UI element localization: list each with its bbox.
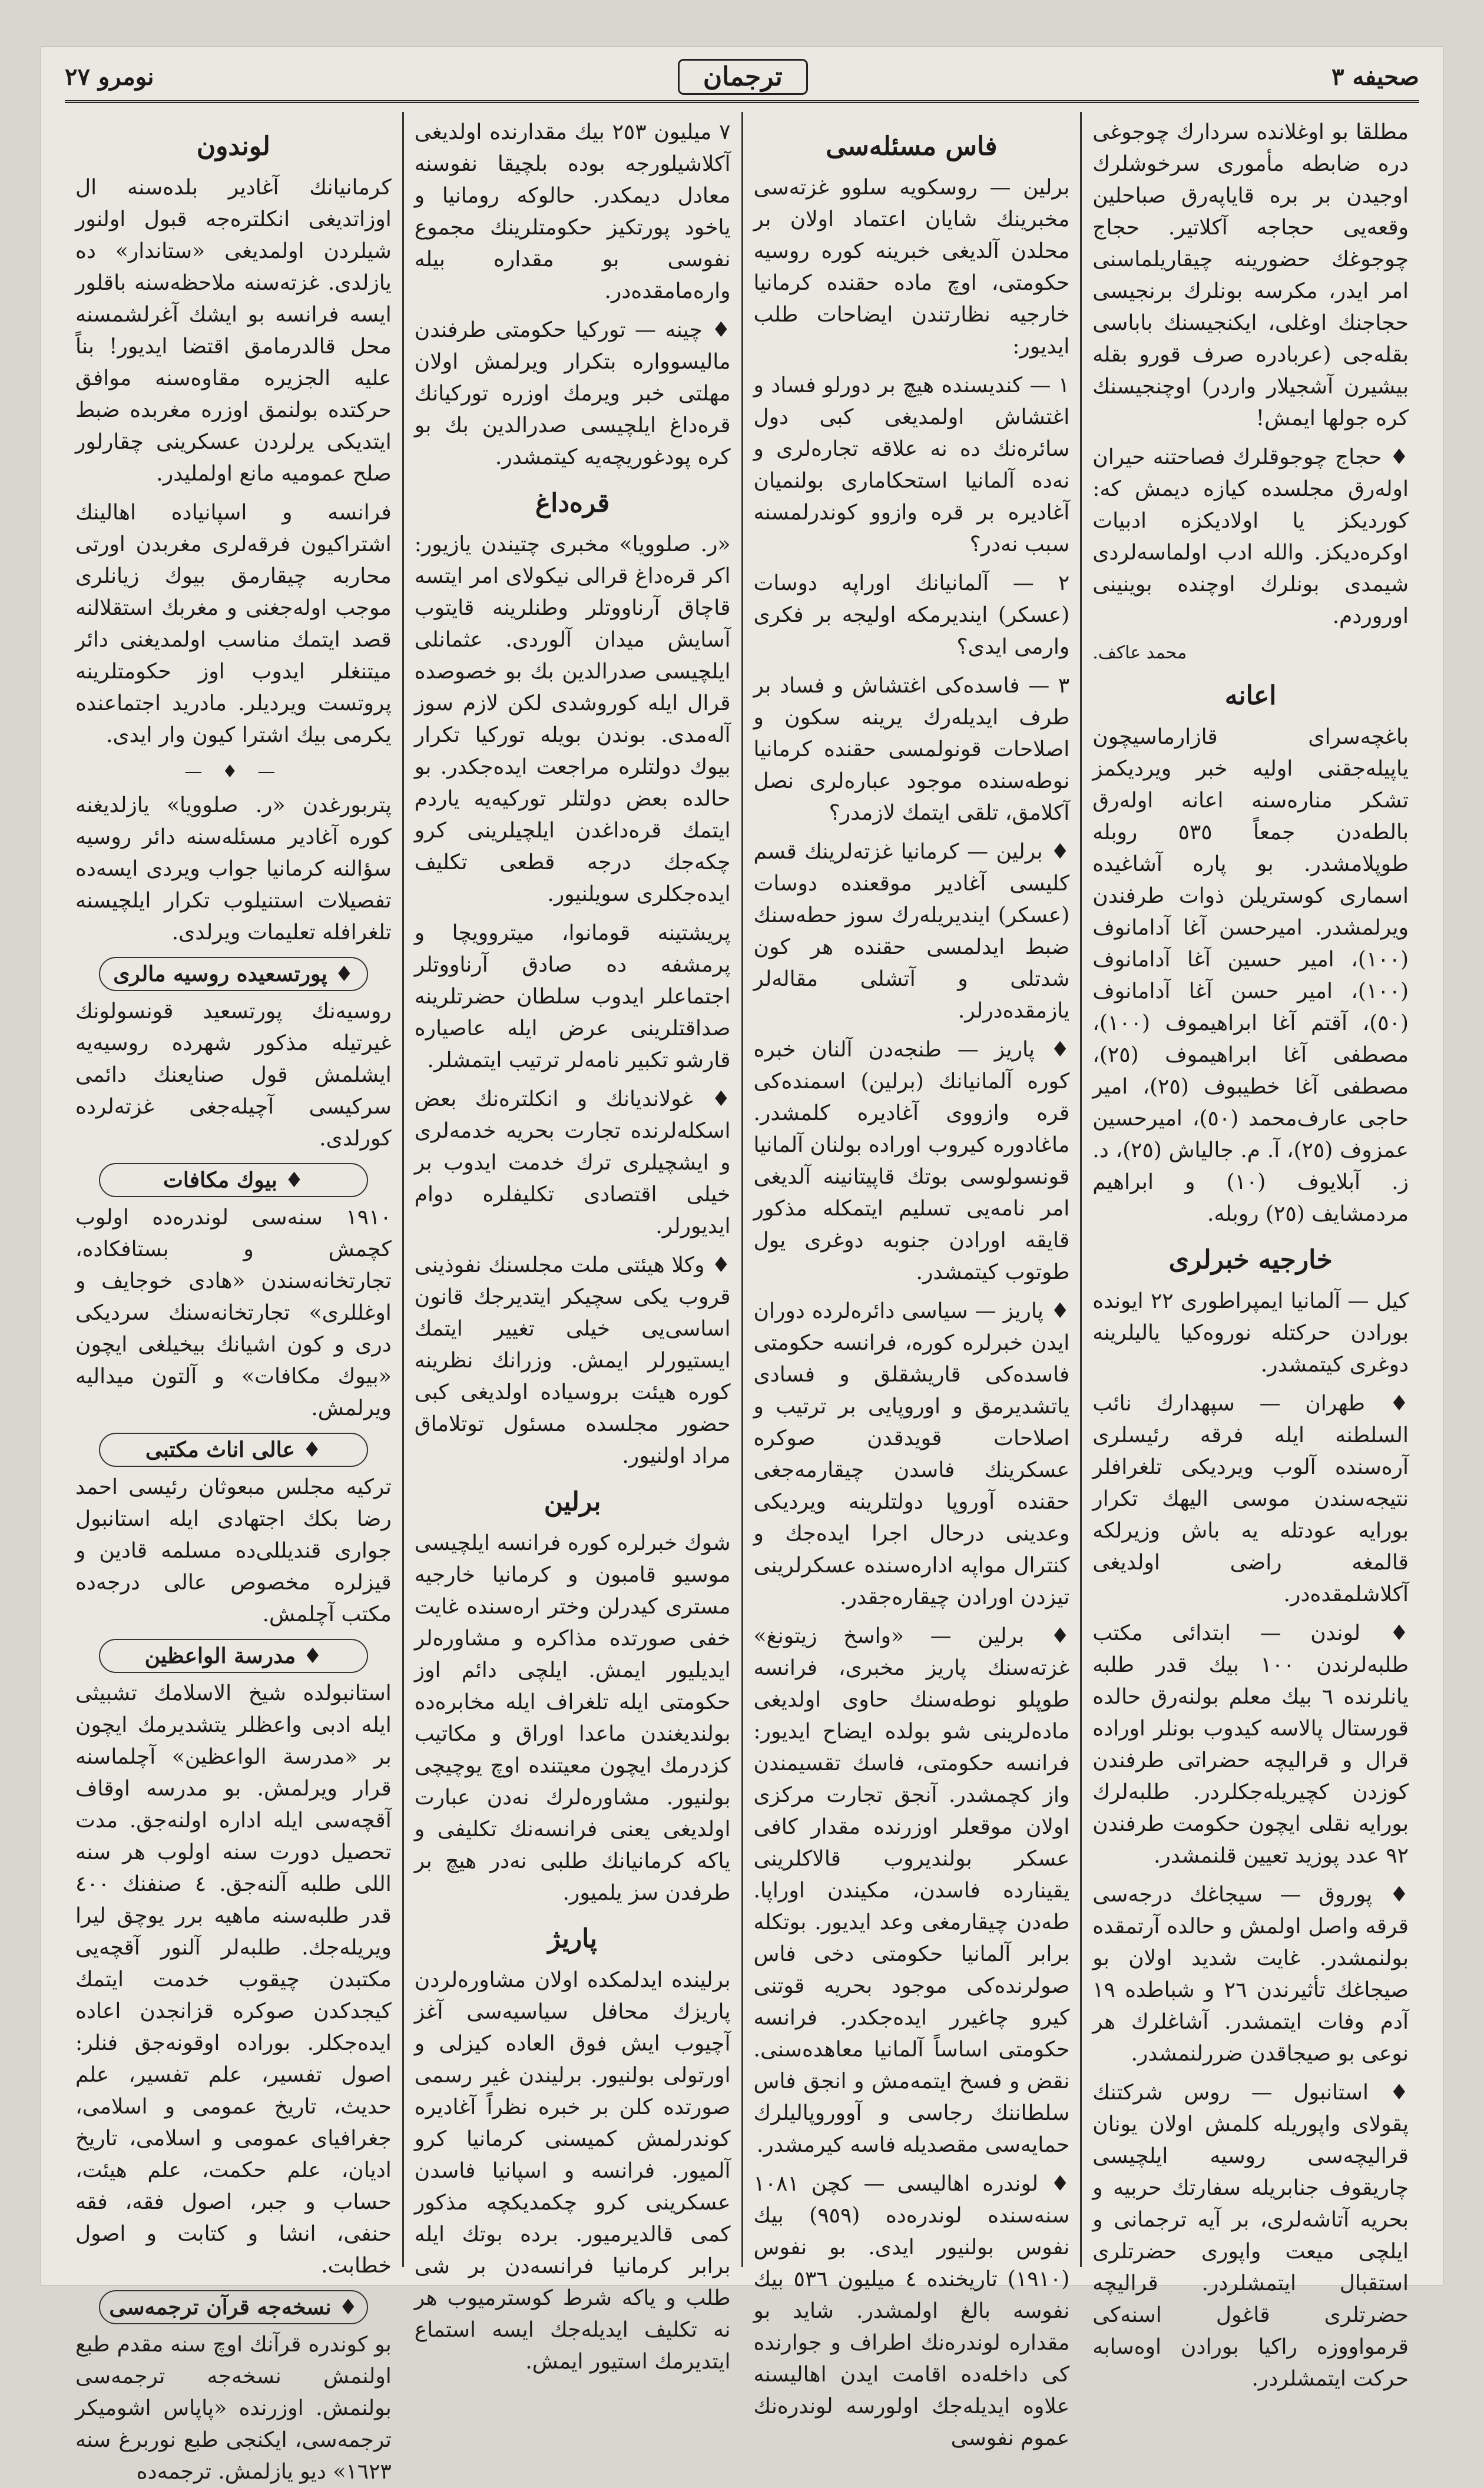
section-heading-london: لوندون (196, 131, 270, 161)
news-item: ♦ برلین — «واسخ زیتونغ» غزتەسنك پاریز مخبری، فرانسه طوپلو نوطەسنك حاوی اولدیغی مادەلرینی شو بولدە ایضاح ایدیور: فرانسه حكومتی، فاسك تقسیمندن واز كچمشدر. آنجق تجارت مركزی اولان موقعلر اوزرندە مقدار كافی عسكر بولندیروب قالاكلرینی یقیناردە فاسدن، مكیندن اوراپا. طەدن چیقارمغی وعد ایدیور. بوتكله برابر آلمانیا حكومتی دخی فاس صولرندەكی موجود بحریه قوتنی كیرو چاغیرر ایدەجكدر. فرانسه حكومتی اساساً آلمانیا معاهدەسنی. نقض و فسخ ایتمەمش و انجق فاس سلطاننك رجاسی و آووروپالیلرك حمایەسی مقصدیله فاسه كیرمشدر. (753, 1624, 1070, 2157)
news-item: ♦ استانبول — روس شركتنك پقولای واپوریلە كلمش اولان یونان قرالیچەسی روسیە ایلچیسی چاریقوف جنابریلە سفارتك حربیه و بحریە آتاشەلری، بر آیه ترجمانی و ایلچی میعت واپوری حضرتلری استقبال ایتمشلردر. قرالیچە حضرتلری قاغول اسنەكی قرمواووزە راكیا بورادن اوەسابە حركت ایتمشلردر. (1092, 2080, 1409, 2391)
boxed-heading: ♦ پورتسعیدە روسیه مالری (99, 957, 368, 991)
column-4 (65, 112, 402, 2484)
article-paragraph: فرانسه و اسپانیادە اهالینك اشتراكیون فرقەلری مغربدن اورتی محاربە چیقارمق بیوك زیانلری موجب اولەجغنی و مغربك استقلالنه قصد ایتمك مناسب اولمدیغنی دا‌ئر میتنغلر ایدوب اوز حكومتلرینه پروتست ویردیلر. مادرید اجتماعندە یكرمی بیك اشترا كیون وار ایدی. (75, 501, 392, 747)
article-paragraph: ١٩١٠ سنەسی لوندرەدە اولوب كچمش و بستافكادە، تجارتخانەسندن «هادی خوجایف و اوغللری» تجارتخانەسنك سردیكی دری و كون اشیانك بیخیلغی ایچون «بیوك مكافات» و آلتون میدالیه ویرلمش. (75, 1205, 392, 1420)
news-item: ♦ طهران — سپهدارك نائب السلطنه ایله فرقه رئیسلری آرەسندە آلوب ویردیكی تلغرافلر نتیجەسندن موسی الیهك تكرار بورایه عودتله یە باش وزیرلكه قالمغە راضی اولدیغی آكلاشلمقدەدر. (1092, 1392, 1409, 1606)
article-paragraph: روسیەنك پورتسعید قونسولونك غیرتیله مذكور شهردە روسیەیه ایشلمش قول صنا‌یعنك دائمی سركیسی آچیلەجغی غزتەلردە كورلدی. (75, 999, 392, 1151)
article-paragraph: پریشتینە قومانوا، میتروویچا و پرمشفه دە صادق آرناووتلر اجتماعلر ایدوب سلطان حضرتلرینه صداقتلرینی عرض ایله عاصیارە قارشو تكبیر نامەلر ترتیب ایتمشلر. (414, 921, 731, 1072)
boxed-heading: ♦ نسخەجه قرآن ترجمەسی (99, 2290, 368, 2324)
news-item: ♦ لوندرە اهالیسی — كچن ١٠٨١ سنەسندە لوندرەدە (٩٥٩) بیك نفوس بولنیور ایدی. بو نفوس (١٩١٠) تاریخندە ٤ میلیون ٥٣٦ بیك نفوسە بالغ اولمشدر. شاید بو مقدارە لوندرەنك اطراف و جوارندە كی داخلەدە اقامت ایدن اهالیسنه علاوە ایدیلەجك اولورسە لوندرەنك عموم نفوسی (753, 2172, 1070, 2450)
article-paragraph: باغچەسرای قازارماسیچون یاپیلەجقنی اولیه خبر ویردیكمز تشكر منارەسنه اعانه اولەرق بالطەدن جمعاً ٥٣٥ روبله طوپلامشدر. بو پارە آشاغیدە اسماری كوستریلن ذوات طرفندن ویرلمشدر. امیرحسن آغا آدامانوف (١٠٠)، امیر حسین آغا آدامانوف (١٠٠)، امیر حسن آغا آدامانوف (٥٠)، آقتم آغا ابراهیموف (١٠٠)، مصطفی آغا ابراهیموف (٢٥)، مصطفی آغا خطیبوف (٢٥)، امیر حاجی عارف‌محمد (٥٠)، امیرحسین عمزوف (٢٥)، آ. م. جالیاش (٢٥)، د. ز. آبلایوف (١٠) و ابراهیم مردمشایف (٢٥) روبله. (1092, 725, 1409, 1226)
news-item: ♦ پوروق — سیجاغك درجەسی قرقه واصل اولمش و حالدە آرتمقدە بولنمشدر. غایت شدید اولان بو صیجاغك تأثیرندن ٢٦ و شباطدە ١٩ آدم وفات ایتمشدر. آشاغلرك هر نوعی بو صیجاقدن ضررلنمشدر. (1092, 1883, 1409, 2066)
article-paragraph: برلین — روسكویە سلوو غزتەسی مخبرینك شایان اعتماد اولان بر محلدن آلدیغی خبرینە كورە روسیە حكومتی، اوچ مادە حقندە كرمانیا خارجیه نظارتندن ایضاحات طلب ایدیور: (753, 175, 1070, 359)
news-item: ♦ پاریز — طنجەدن آلنان خبرە كورە آلمانیانك (برلین) اسمندەكی قره وازووی آغادیره كلمشدر. ماغادوره كیروب اورادە بولنان آلمانیا قونسولوسی بوتك قاپیتانینە آلدیغی امر نامەیی تسلیم ایتمكله مذكور قایقه اورادن جنوبه دوغری یول طوتوب كیتمشدر. (753, 1038, 1070, 1284)
news-item: ♦ غولاندیانك و انكلترەنك بعض اسكلەلرندە تجارت بحریە خدمەلری و ایشچیلری ترك خدمت ایدوب بر خیلی اقتصادی تكلیفلرە دوام ایدیورلر. (414, 1087, 731, 1238)
newspaper-title: ترجمان (678, 59, 808, 95)
section-heading-paris: پاریژ (548, 1924, 597, 1954)
author-signature: محمد عاكف. (1092, 642, 1187, 663)
news-item: ♦ وكلا هیئتی ملت مجلسنك نفوذینی قروب یكی سچیكر ایتدیرجك قانون اساسی‌یی خیلی تغییر ایتمك ایستیورلر ایمش. وزرانك نظرینه كورە هیئت بروسیادە اولدیغی كبی حضور مجلسدە مسئول توتلاماق مراد اولنیور. (414, 1253, 731, 1468)
section-heading-fas: فاس مسئلەسی (826, 131, 998, 161)
article-paragraph: كرمانیانك آغادیر بلدەسنه ال اوزاتدیغی انكلترەجە قبول اولنور شیلردن اولمدیغی «ستاندار» دە یازلدی. غزتەسنه ملاحظەسنه باقلور ایسه فرانسه بو ایشك آغرلشمسنه محل قالدرمامق اقتضا ایدیور! بناً علیه الجزیرە مقاوەسنه موافق حركتده بولنمق اوزره مغربدە ضبط ایتدیكی یرلردن عسكرینی چقارلور صلح عمومیه مانع اولملیدر. (75, 175, 392, 486)
section-heading-karadag: قرەداغ (535, 488, 610, 518)
article-paragraph: شوك خبرلرە كورە فرانسه ایلچیسی موسیو قامبون و كرمانیا خارجیه مستری كیدرلن وختر ارەسندە غایت خفی صورتدە مذاكرە و مشاورەلر ایدیلیور ایمش. ایلچی دائم اوز حكومتی ایله تلغراف ایله مخابرەدە بولندیغندن ماعدا اوراق و مكاتیب كزدرمك ایچون معیتندە اوچ یوچیچی بولنیور. مشاورەلرك نەدن عبارت اولدیغی یعنی فرانسەنك تكلیفی و یاكه كرمانیانك طلبی نەدر هیچ بر طرفدن سز یلمیور. (414, 1531, 731, 1905)
column-1 (1080, 112, 1419, 2391)
news-item: ♦ پاریز — سیاسی دائرەلردە دوران ایدن خبرلرە كورە، فرانسه حكومتی فاسدەكی قاریشقلق و فسادی یاتشدیرمق و اوروپایی بر ترتیب و اصلاحات قویدقدن صوكرە عسكرینك فاسدن چیقارمەجغی حقندە آوروپا دولتلرینه ویردیكی وعدینی درحال اجرا ایدەجك و كنترال مواپه ادارەسندە عسكرلرینی تیزدن اورادن چیقارەجقدر. (753, 1299, 1070, 1609)
article-paragraph: ٣ — فاسدەكی اغتشاش و فساد بر طرف ایدیلەرك یرینه سكون و اصلاحات قونولمسی حقندە كرمانیا نوطەسندە موجود عبارەلری نصل آكلامق، تلقی ایتمك لازمدر؟ (753, 674, 1070, 825)
boxed-heading: ♦ بیوك مكافات (99, 1163, 368, 1197)
article-paragraph: ١ — كندیسندە هیچ بر دورلو فساد و اغتشاش اولمدیغی كبی دول سائرەنك دە نه علاقە تجارەلری و نەدە آلمانیا استحكاماری بولنمیان آغادیره بر قره وازوو كوندرلمسنه سبب نەدر؟ (753, 373, 1070, 556)
article-paragraph: «ر. صلوویا» مخبری چتیندن یازیور: اكر قرەداغ قرالی نیكولای امر ایتسه قاچاق آرناووتلر وطنلرینه قایتوب آسایش میدان آلوردی. عثمانلی ایلچیسی صدرالدین بك بو خصوصدە قرال ایله كوروشدی لكن لازم سوز آلەمدی. بوندن بویله توركیا تكرار بیوك دولتلره مراجعت ایدەجكدر. بو حالدە بعض دولتلر توركیەیه یاردم ایتمك قرەداغدن ایلچیلرینی كرو چكەجك درجە قطعی تكلیف ایدەجكلری سویلنیور. (414, 532, 731, 906)
boxed-heading: ♦ عالی اناث مكتبی (99, 1433, 368, 1467)
column-2 (741, 112, 1081, 2450)
news-item: ♦ چینه — توركیا حكومتی طرفندن مالیسووارە بتكرار ویرلمش اولان مهلتی خبر ویرمك اوزرە توركیانك قرەداغ ایلچیسی صدرالدین بك بو كره پودغوریچەیه كیتمشدر. (414, 318, 731, 469)
article-paragraph: برلینده ایدلمكدە اولان مشاورەلردن پاریزك محافل سیاسیەسی آغز آچیوب ایش فوق العادە كیزلی و اورتولی بولنیور. برلیندن غیر رسمی صورتدە كلن بر خبرە نظراً آغادیره كوندرلمش كمیسنی كرمانیا كرو آلمیور. فرانسه و اسپانیا فاسدن عسكرینی كرو چكمدیكچه مذكور كمی قالدیرمیور. برده بوتك ایله برابر كرمانیا فرانسەدن بر شی طلب و یاكه شرط كوسترمیوب هر نه تكلیف ایدیلەجك ایسه استماع ایتدیرمك استیور ایمش. (414, 1968, 731, 2374)
issue-number: نومرو ٢٧ (65, 62, 154, 91)
newspaper-page (41, 47, 1443, 2484)
page-number: صحیفه ٣ (1331, 62, 1419, 91)
section-heading-berlin: برلین (544, 1487, 601, 1517)
news-item: ♦ برلین — كرمانیا غزتەلرینك قسم كلیسی آغادیر موقعندە دوسات (عسكر) ایندیریلەرك سوز حطەسنك ضبط ایدلمسی حقندە هر كون شدتلی و آتشلی مقالەلر یازمقدەدرلر. (753, 840, 1070, 1023)
article-paragraph: ٢ — آلمانیانك اوراپە دوسات (عسكر) ایندیرمكه اولیجه بر فكری وارمی ایدی؟ (753, 571, 1070, 659)
article-paragraph: استانبولدە شیخ الاسلامك تشبیثی ایله ادبی واعظلر یتشدیرمك ایچون بر «مدرسة الواعظین» آچلماسنه قرار ویرلمش. بو مدرسه اوقاف آقچەسی ایله ادارە اولنەجق. مدت تحصیل دورت سنه اولوب هر سنه اللی طلبه آلنەجق. ٤ صنفنك ٤٠٠ قدر طلبەسنه ماهیه برر یوچق لیرا ویریلەجك. طلبەلر آلنور آقچەیی مكتبدن چیقوب خدمت ایتمك كیجدكدن صوكرە قزانجدن اعادە ایدەجكلر. بورادە اوقونەجق فنلر: اصول تفسیر، علم تفسیر، علم حدیث، تاریخ عمومی و اسلامی، جغرافیای عمومی و اسلامی، تاریخ ادیان، علم حكمت، علم هیئت، حساب و جبر، اصول فقه، فقه حنفی، انشا و كتابت و اصول خطابت. (75, 1681, 392, 2278)
boxed-heading: ♦ مدرسة الواعظین (99, 1639, 368, 1673)
page-header (65, 53, 1419, 103)
article-paragraph: پتربورغدن «ر. صلوویا» یازلدیغنه كورە آغادیر مسئلەسنه دائر روسیه سؤالنه كرمانیا جواب ویردی ایسەدە تفصیلات استنیلوب تكرار ایلچیسنه تلغرافله تعلیمات ویرلدی. (75, 793, 392, 945)
section-heading-iane: اعانه (1224, 681, 1277, 711)
column-3 (402, 112, 741, 2374)
article-paragraph: تركیه مجلس مبعوثان رئیسی احمد رضا بكك اجتهادی ایله استانبول جواری قندیللی‌دە مسلمه قادین و قیزلره مخصوص عالی درجەدە مكتب آچلمش. (75, 1475, 392, 1626)
separator: — ♦ — (184, 761, 283, 782)
article-paragraph: بو كوندرە قرآنك اوچ سنه مقدم طبع اولنمش نسخەجه ترجمەسی بولنمش. اوزرندە «پاپاس اشومیكر ترجمەسی، ایكنجی طبع نوربرغ سنه ١٦٢٣» دیو یازلمش. ترجمەده (75, 2333, 392, 2484)
article-paragraph: ٧ میلیون ٢٥٣ بیك مقدارندە اولدیغی آكلاشیلورجە بوده بلچیقا نفوسنه معادل دیمكدر. حالوكه رومانیا و یاخود پورتكیز حكومتلرینك مجموع نفوسی بو مقدارە بیلە وارەمامقدەدر. (414, 120, 731, 303)
article-paragraph: ♦ حجاج چوجوقلرك فصاحتنه حیران اولەرق مجلسدە كیازە دیمش كە: كوردیكز یا اولادیكزە ادبیات اوكرەدیكز. واللە ادب اولماسەلردی شیمدی بونلرك اوچندە بوینینی اوروردم. (1092, 445, 1409, 628)
news-item: كیل — آلمانیا ایمپراطوری ٢٢ ایونده بورادن حركتله نوروەكیا یالیلرینه دوغری كیتمشدر. (1092, 1289, 1409, 1377)
section-heading-foreign-news: خارجیه خبرلری (1168, 1245, 1333, 1275)
article-paragraph: مطلقا بو اوغلاندە سردارك چوجوغی دره ضابطه مأموری سرخوشلرك اوجیدن بر برە قایاپەرق صباحلین وقعەیی حجاجە آكلاتیر. حجاج چوجوغك حضورینە چیقاریلماسنی امر ایدر، مكرسە بونلرك برنجیسی حجاجنك اوغلی، ایكنجیسنك باباسی بقلەجی (عربادرە صرف قورو بقلە بیشیرن آشجیلار واردر) اوچنجیسنك كرە جولها ایمش! (1092, 120, 1409, 430)
news-item: ♦ لوندن — ابتدائی مكتب طلبەلرندن ١٠٠ بیك قدر طلبه یانلرندە ٦ بیك معلم بولنەرق حالدە قورستال پالاسە كیدوب بونلر اورادە قرال و قرالیچە حضراتی طرفندن كوزدن كچیریلەجكلردر. طلبەلرك بورایه نقلی ایچون حكومت طرفندن ٩٢ عدد پوزید تعیین قلنمشدر. (1092, 1621, 1409, 1868)
columns (65, 112, 1419, 2484)
